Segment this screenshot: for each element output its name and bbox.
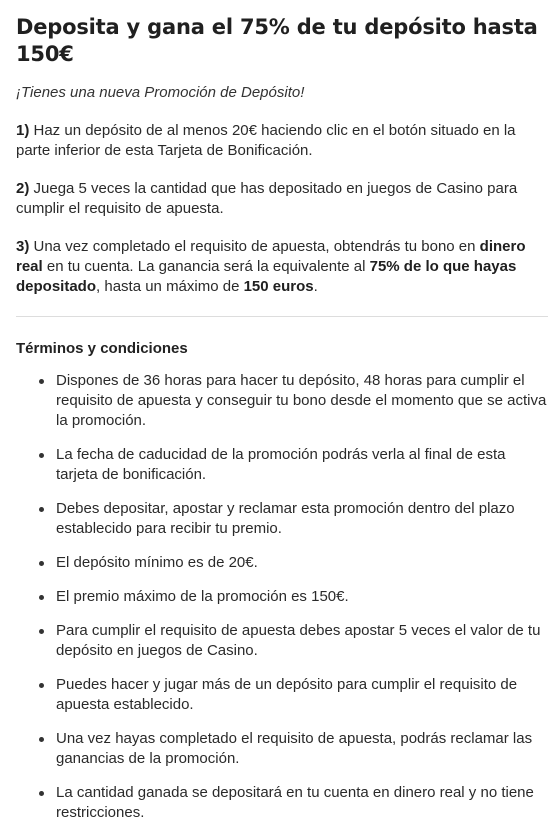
step-3 xyxy=(16,237,548,297)
bullet-icon xyxy=(39,791,44,796)
terms-title: Términos y condiciones xyxy=(16,340,188,357)
section-divider xyxy=(16,316,548,317)
terms-item-text: Una vez hayas completado el requisito de apuesta, podrás reclamar las ganancias de la promoción. xyxy=(56,730,533,767)
bullet-icon xyxy=(39,379,44,384)
step-2 xyxy=(16,179,548,219)
terms-item-text: El premio máximo de la promoción es 150€. xyxy=(56,588,349,605)
step-text: Juega 5 veces la cantidad que has depositado en juegos de Casino para cumplir el requisito de apuesta. xyxy=(16,180,518,217)
promo-title: Deposita y gana el 75% de tu depósito hasta 150€ xyxy=(16,15,538,66)
terms-item-text: La fecha de caducidad de la promoción podrás verla al final de esta tarjeta de bonificación. xyxy=(56,446,506,483)
promo-subtitle: ¡Tienes una nueva Promoción de Depósito! xyxy=(16,84,305,101)
step-text-bold: 75% de lo que hayas depositado xyxy=(16,258,517,295)
terms-item xyxy=(56,445,548,485)
bullet-icon xyxy=(39,507,44,512)
terms-item xyxy=(56,553,548,573)
terms-item-text: El depósito mínimo es de 20€. xyxy=(56,554,258,571)
terms-item-text: Debes depositar, apostar y reclamar esta promoción dentro del plazo establecido para recibir tu premio. xyxy=(56,500,515,537)
bullet-icon xyxy=(39,561,44,566)
terms-item xyxy=(56,783,548,823)
step-text: Haz un depósito de al menos 20€ haciendo clic en el botón situado en la parte inferior de esta Tarjeta de Bonificación. xyxy=(16,122,516,159)
terms-item-text: Dispones de 36 horas para hacer tu depósito, 48 horas para cumplir el requisito de apuesta y conseguir tu bono desde el momento que se activa la promoción. xyxy=(56,372,547,429)
step-text: Una vez completado el requisito de apuesta, obtendrás tu bono en xyxy=(29,238,480,255)
step-number: 1) xyxy=(16,122,30,139)
steps-list xyxy=(16,121,548,297)
step-text-bold: 150 euros xyxy=(243,278,314,295)
terms-item xyxy=(56,371,548,431)
terms-item xyxy=(56,499,548,539)
bullet-icon xyxy=(39,737,44,742)
step-text: , hasta un máximo de xyxy=(96,278,244,295)
terms-item-text: La cantidad ganada se depositará en tu cuenta en dinero real y no tiene restricciones. xyxy=(56,784,534,821)
bullet-icon xyxy=(39,629,44,634)
terms-item xyxy=(56,729,548,769)
step-number: 2) xyxy=(16,180,30,197)
step-text: . xyxy=(313,278,318,295)
step-number: 3) xyxy=(16,238,30,255)
terms-item xyxy=(56,587,548,607)
bullet-icon xyxy=(39,453,44,458)
step-1 xyxy=(16,121,548,161)
terms-item-text: Puedes hacer y jugar más de un depósito para cumplir el requisito de apuesta establecido. xyxy=(56,676,518,713)
terms-list xyxy=(16,371,548,823)
bullet-icon xyxy=(39,683,44,688)
step-text: en tu cuenta. La ganancia será la equivalente al xyxy=(42,258,370,275)
bullet-icon xyxy=(39,595,44,600)
terms-item xyxy=(56,675,548,715)
step-text-bold: dinero real xyxy=(16,238,526,275)
terms-item xyxy=(56,621,548,661)
terms-item-text: Para cumplir el requisito de apuesta debes apostar 5 veces el valor de tu depósito en juegos de Casino. xyxy=(56,622,541,659)
